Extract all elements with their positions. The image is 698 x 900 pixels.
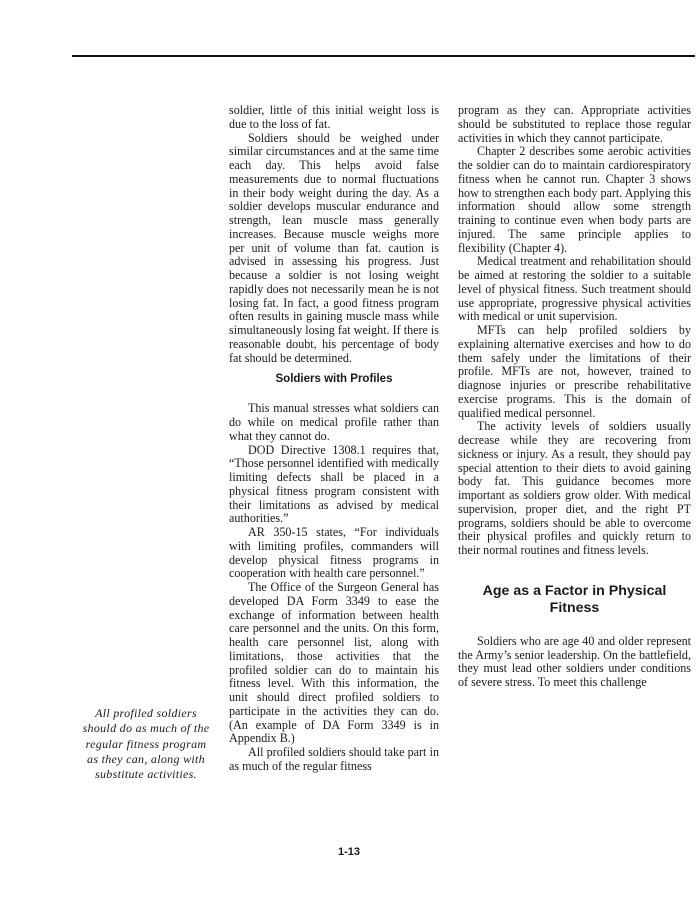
paragraph: DOD Directive 1308.1 requires that, “Those personnel identified with medically limiting defects shall be placed in a physical fitness program consistent with their limitations as advised by medical authorities.”: [229, 442, 439, 526]
paragraph: Chapter 2 describes some aerobic activities the soldier can do to maintain cardiorespiratory fitness when he cannot run. Chapter 3 shows how to strengthen each body part. Applying this information should allow some strength training to continue even when body parts are injured. The same principle applies to flexibility (Chapter 4).: [458, 144, 691, 255]
paragraph: The Office of the Surgeon General has developed DA Form 3349 to ease the exchange of information between health care personnel and the units. On this form, health care personnel list, along with limitations, those activities that the profiled soldier can do to maintain his fitness level. With this information, the unit should direct profiled soldiers to participate in the activities they can do. (An example of DA Form 3349 is in Appendix B.): [229, 580, 439, 746]
paragraph: Soldiers who are age 40 and older represent the Army’s senior leadership. On the battlefield, they must lead other soldiers under conditions of severe stress. To meet this challenge: [458, 633, 691, 689]
right-column: [458, 104, 691, 690]
margin-note: All profiled soldiers should do as much of the regular fitness program as they can, along with substitute activities.: [82, 706, 210, 781]
section-heading-age: Age as a Factor in Physical Fitness: [482, 582, 667, 616]
paragraph: The activity levels of soldiers usually decrease while they are recovering from sickness or injury. As a result, they should pay special attention to their diets to avoid gaining body fat. This guidance becomes more important as soldiers grow older. With medical supervision, proper diet, and the right PT programs, soldiers should be able to overcome their physical profiles and quickly return to their normal routines and fitness levels.: [458, 419, 691, 557]
paragraph: This manual stresses what soldiers can do while on medical profile rather than what they cannot do.: [229, 401, 439, 443]
page-number: 1-13: [337, 846, 361, 858]
paragraph: All profiled soldiers should take part in as much of the regular fitness: [229, 745, 439, 773]
header-rule: [72, 55, 695, 57]
paragraph: MFTs can help profiled soldiers by explaining alternative exercises and how to do them safely under the limitations of their profile. MFTs are not, however, trained to diagnose injuries or prescribe rehabilitative exercise programs. This is the domain of qualified medical personnel.: [458, 323, 691, 420]
paragraph: soldier, little of this initial weight loss is due to the loss of fat.: [229, 103, 439, 131]
paragraph: program as they can. Appropriate activities should be substituted to replace those regular activities in which they cannot participate.: [458, 103, 691, 145]
paragraph: Medical treatment and rehabilitation should be aimed at restoring the soldier to a suitable level of physical fitness. Such treatment should use appropriate, progressive physical activities with medical or unit supervision.: [458, 254, 691, 324]
paragraph: Soldiers should be weighed under similar circumstances and at the same time each day. This helps avoid false measurements due to normal fluctuations in their body weight during the day. As a soldier develops muscular endurance and strength, lean muscle mass generally increases. Because muscle weighs more per unit of volume than fat. caution is advised in assessing his progress. Just because a soldier is not losing weight rapidly does not necessarily mean he is not losing fat. In fact, a good fitness program often results in gaining muscle mass while simultaneously losing fat weight. If there is reasonable doubt, his percentage of body fat should be determined.: [229, 130, 439, 365]
section-heading-profiles: Soldiers with Profiles: [275, 373, 393, 386]
paragraph: AR 350-15 states, “For individuals with limiting profiles, commanders will develop physical fitness programs in cooperation with health care personnel.”: [229, 525, 439, 581]
left-column: [229, 104, 439, 774]
